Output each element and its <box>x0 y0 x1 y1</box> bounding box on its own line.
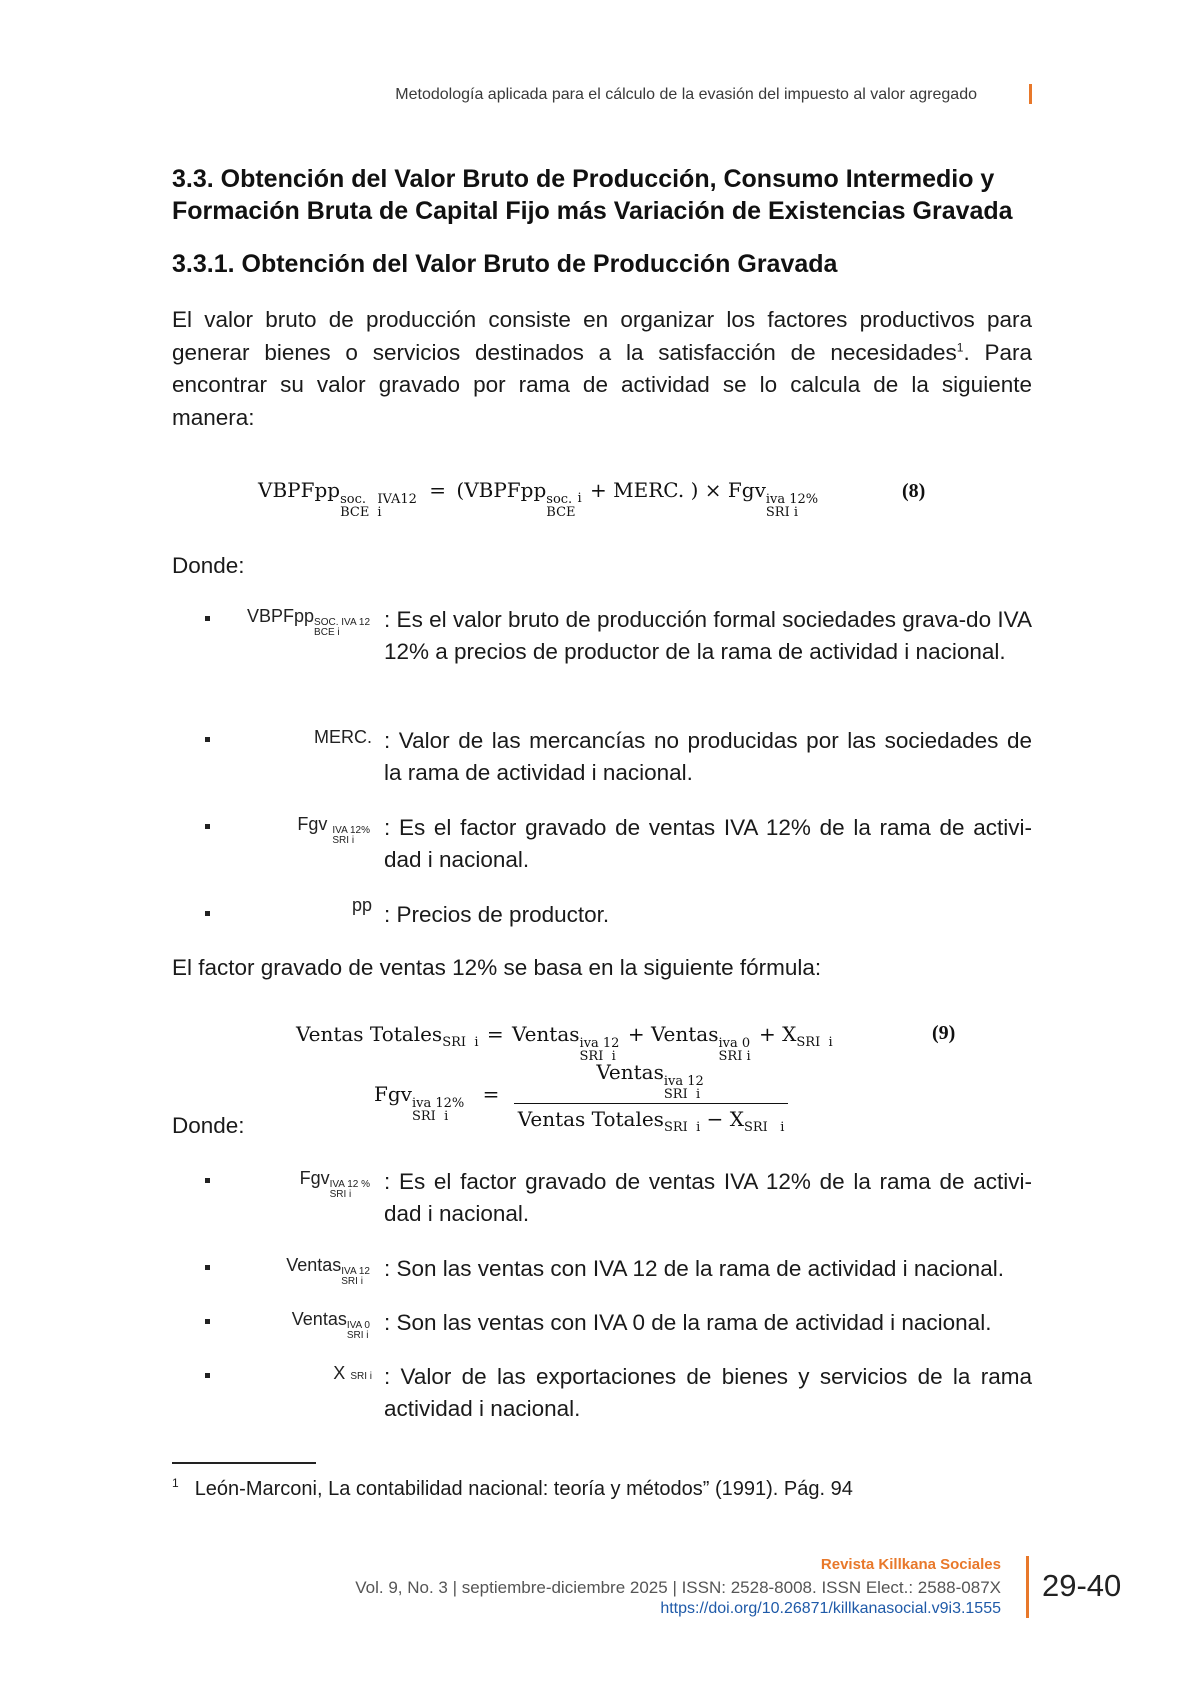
equation-9-number: (9) <box>932 1022 956 1044</box>
definition-text: : Precios de productor. <box>384 902 610 927</box>
bullet-icon <box>205 1178 210 1183</box>
definition-symbol: Ventas IVA 0 SRI i <box>291 1309 370 1341</box>
definition-symbol: VBPFpp SOC. IVA 12 BCE i <box>247 606 370 638</box>
bullet-icon <box>205 911 210 916</box>
fraction-numerator: Ventas iva 12 SRI i <box>596 1060 704 1102</box>
definition-symbol: Fgv IVA 12% SRI i <box>297 814 370 846</box>
footnote-text: León-Marconi, La contabilidad nacional: teoría y métodos” (1991). Pág. 94 <box>194 1478 853 1500</box>
definition-symbol: MERC. <box>314 727 372 747</box>
definition-text: : Es el valor bruto de producción formal sociedades grava-do IVA 12% a precios de productor de la rama de actividad i nacional. <box>384 607 1032 664</box>
definition-text: : Valor de las mercancías no producidas por las sociedades de la rama de actividad i nacional. <box>384 728 1032 785</box>
paragraph-vbp-text-a: El valor bruto de producción consiste en organizar los factores productivos para generar bienes o servicios destinados a la satisfacción de necesidades <box>172 307 1032 365</box>
footnote-divider <box>172 1462 316 1464</box>
definition-text: : Valor de las exportaciones de bienes y servicios de la rama actividad i nacional. <box>384 1364 1032 1421</box>
running-header-accent-bar <box>1029 84 1032 104</box>
definition-text: : Son las ventas con IVA 0 de la rama de actividad i nacional. <box>384 1310 992 1335</box>
fraction-denominator: Ventas Totales$_{SRI i}$ − $X_{SRI i}$ <box>514 1103 789 1131</box>
donde-label-2: Donde: <box>172 1113 245 1138</box>
equation-8: VBPFpp soc. BCE IVA12 i = (VBPFpp soc. BCE $_i$ + MERC. ) × Fgv iva 12% SRI i <box>258 478 819 520</box>
running-header: Metodología aplicada para el cálculo de la evasión del impuesto al valor agregado <box>395 86 977 103</box>
paragraph-vbp-text-b: . Para encontrar su valor gravado por rama de actividad se lo calcula de la siguiente manera: <box>172 339 1033 430</box>
section-heading-line1: 3.3. Obtención del Valor Bruto de Producción, Consumo Intermedio y <box>172 165 995 193</box>
bullet-icon <box>205 824 210 829</box>
definition-symbol: Ventas IVA 12 SRI i <box>286 1255 370 1287</box>
footer-journal-name: Revista Killkana Sociales <box>820 1556 1001 1573</box>
equation-9-line2: Fgv iva 12% SRI i = Ventas iva 12 SRI i Ventas Totales$_{SRI i}$ − $X_{SRI i}$ <box>374 1060 788 1131</box>
bullet-icon <box>205 737 210 742</box>
footnote-reference[interactable]: 1 <box>956 340 964 354</box>
definition-symbol: Fgv IVA 12 % SRI i <box>299 1168 370 1200</box>
page-range: 29-40 <box>1042 1568 1122 1603</box>
definition-text: : Es el factor gravado de ventas IVA 12% de la rama de activi-dad i nacional. <box>384 815 1032 872</box>
footer-doi-link[interactable]: https://doi.org/10.26871/killkanasocial.v9i3.1555 <box>660 1600 1001 1617</box>
equation-9-line1: Ventas Totales$_{SRI i}$ = Ventas iva 12 SRI i + Ventas iva 0 SRI i + $X_{SRI i}$ <box>296 1022 833 1064</box>
paragraph-factor: El factor gravado de ventas 12% se basa en la siguiente fórmula: <box>172 955 822 980</box>
footnote <box>172 1476 853 1501</box>
definition-text: : Es el factor gravado de ventas IVA 12% de la rama de activi-dad i nacional. <box>384 1169 1032 1226</box>
definition-text: : Son las ventas con IVA 12 de la rama de actividad i nacional. <box>384 1256 1004 1281</box>
bullet-icon <box>205 616 210 621</box>
definition-symbol: X SRI i <box>333 1363 372 1383</box>
section-heading-line2: Formación Bruta de Capital Fijo más Variación de Existencias Gravada <box>172 197 1013 225</box>
subsection-heading: 3.3.1. Obtención del Valor Bruto de Producción Gravada <box>172 250 838 278</box>
footer-volume-info: Vol. 9, No. 3 | septiembre-diciembre 2025 | ISSN: 2528-8008. ISSN Elect.: 2588-087X <box>355 1578 1001 1597</box>
footer-accent-bar <box>1026 1556 1029 1618</box>
section-heading <box>172 163 1032 227</box>
donde-label-1: Donde: <box>172 553 245 578</box>
bullet-icon <box>205 1319 210 1324</box>
footnote-mark: 1 <box>172 1476 179 1490</box>
equation-8-number: (8) <box>902 480 926 502</box>
definition-symbol: pp <box>351 895 372 915</box>
paragraph-vbp <box>172 304 1032 434</box>
bullet-icon <box>205 1265 210 1270</box>
bullet-icon <box>205 1373 210 1378</box>
